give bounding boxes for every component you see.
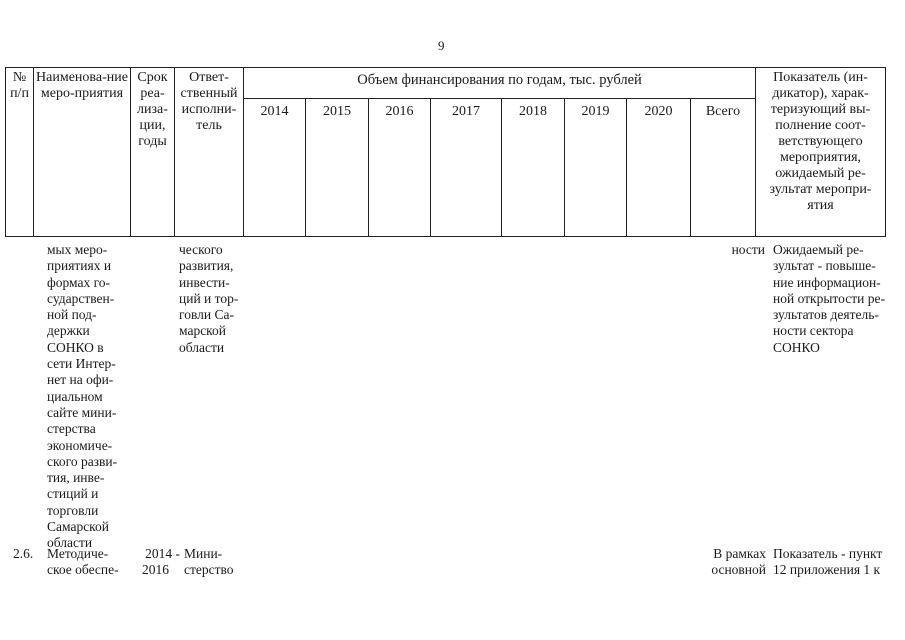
text-line: циальном bbox=[47, 388, 103, 404]
text-line: ческого bbox=[179, 242, 223, 257]
row-2-6-total-cell bbox=[700, 546, 766, 579]
text-line: СОНКО bbox=[773, 339, 820, 355]
header-year-2018 bbox=[502, 98, 565, 236]
text-line: 12 приложения 1 к bbox=[773, 562, 881, 578]
text-line: области bbox=[47, 535, 93, 551]
header-col-name-label: Наименова-ние меро-приятия bbox=[36, 70, 128, 101]
text-line: экономиче- bbox=[47, 437, 113, 453]
header-year-2015 bbox=[306, 98, 369, 236]
row-2-6-number bbox=[13, 546, 43, 562]
header-year-2016 bbox=[369, 98, 431, 236]
text-line: говли Са- bbox=[179, 307, 234, 323]
header-col-indicator bbox=[756, 68, 886, 237]
continued-total-cell bbox=[703, 242, 765, 258]
header-year-label: 2014 bbox=[260, 103, 289, 119]
text-line: зультат - повыше- bbox=[773, 258, 876, 274]
text-line: Ожидаемый ре- bbox=[773, 242, 864, 257]
text-line: ности сектора bbox=[773, 323, 854, 339]
text-line: В рамках bbox=[713, 546, 766, 561]
text-line: ние информацион- bbox=[773, 274, 881, 290]
header-year-2020 bbox=[627, 98, 691, 236]
row-number: 2.6. bbox=[13, 546, 34, 561]
text-line: ского разви- bbox=[47, 453, 118, 469]
continued-name-cell bbox=[47, 242, 127, 552]
header-year-2014 bbox=[244, 98, 306, 236]
header-col-responsible bbox=[175, 68, 244, 237]
text-line: тия, инве- bbox=[47, 470, 105, 486]
text-line: сайте мини- bbox=[47, 404, 117, 420]
text-line: 2014 - bbox=[145, 546, 180, 561]
text-line: ности bbox=[731, 242, 765, 257]
row-2-6-responsible-cell bbox=[184, 546, 250, 579]
text-line: основной bbox=[711, 562, 766, 578]
header-col-number bbox=[6, 68, 34, 237]
text-line: торговли bbox=[47, 502, 99, 518]
text-line: нет на офи- bbox=[47, 372, 114, 388]
text-line: приятиях и bbox=[47, 258, 112, 274]
text-line: формах го- bbox=[47, 274, 111, 290]
header-col-funding-label: Объем финансирования по годам, тыс. рублей bbox=[357, 72, 642, 88]
continued-indicator-cell bbox=[773, 242, 897, 356]
header-year-label: 2019 bbox=[581, 103, 610, 119]
text-line: ское обеспе- bbox=[47, 562, 119, 578]
text-line: Методиче- bbox=[47, 546, 109, 561]
text-line: сети Интер- bbox=[47, 356, 116, 372]
header-col-number-label: № п/п bbox=[10, 70, 29, 101]
header-col-term-label: Срок реа-лиза-ции, годы bbox=[137, 70, 168, 149]
row-2-6-term-cell bbox=[136, 546, 180, 579]
text-line: ной под- bbox=[47, 307, 97, 323]
header-year-label: 2018 bbox=[519, 103, 547, 119]
text-line: области bbox=[179, 339, 225, 355]
text-line: стерство bbox=[184, 562, 234, 578]
text-line: инвести- bbox=[179, 274, 230, 290]
header-year-label: 2017 bbox=[452, 103, 480, 119]
header-year-label: 2015 bbox=[323, 103, 351, 119]
row-2-6-indicator-cell bbox=[773, 546, 897, 579]
header-year-label: 2020 bbox=[644, 103, 673, 119]
text-line: Мини- bbox=[184, 546, 223, 561]
header-year-label: 2016 bbox=[385, 103, 414, 119]
header-year-2019 bbox=[565, 98, 627, 236]
page-number: 9 bbox=[438, 38, 445, 53]
text-line: Показатель - пункт bbox=[773, 546, 883, 561]
row-2-6-name-cell bbox=[47, 546, 127, 579]
continued-responsible-cell bbox=[179, 242, 245, 356]
text-line: ций и тор- bbox=[179, 290, 239, 306]
text-line: стерства bbox=[47, 421, 96, 437]
header-col-term bbox=[131, 68, 175, 237]
text-line: ной открытости ре- bbox=[773, 290, 885, 306]
text-line: зультатов деятель- bbox=[773, 307, 879, 323]
header-col-responsible-label: Ответ-ственный исполни-тель bbox=[180, 70, 238, 133]
header-col-funding bbox=[244, 68, 756, 99]
text-line: сударствен- bbox=[47, 290, 115, 306]
text-line: Самарской bbox=[47, 519, 110, 535]
text-line: держки bbox=[47, 323, 90, 339]
text-line: 2016 bbox=[142, 562, 169, 578]
text-line: мых меро- bbox=[47, 242, 108, 257]
text-line: развития, bbox=[179, 258, 234, 274]
text-line: СОНКО в bbox=[47, 339, 104, 355]
header-year-2017 bbox=[431, 98, 502, 236]
text-line: марской bbox=[179, 323, 227, 339]
header-year-label: Всего bbox=[705, 103, 741, 119]
header-table bbox=[5, 67, 886, 237]
header-col-name bbox=[34, 68, 131, 237]
text-line: стиций и bbox=[47, 486, 99, 502]
header-col-indicator-label: Показатель (ин-дикатор), харак-теризующий вы-полнение соот-ветствующего мероприятия, ожидаемый ре-зультат меропри-ятия bbox=[769, 70, 872, 213]
header-year-total bbox=[691, 98, 756, 236]
